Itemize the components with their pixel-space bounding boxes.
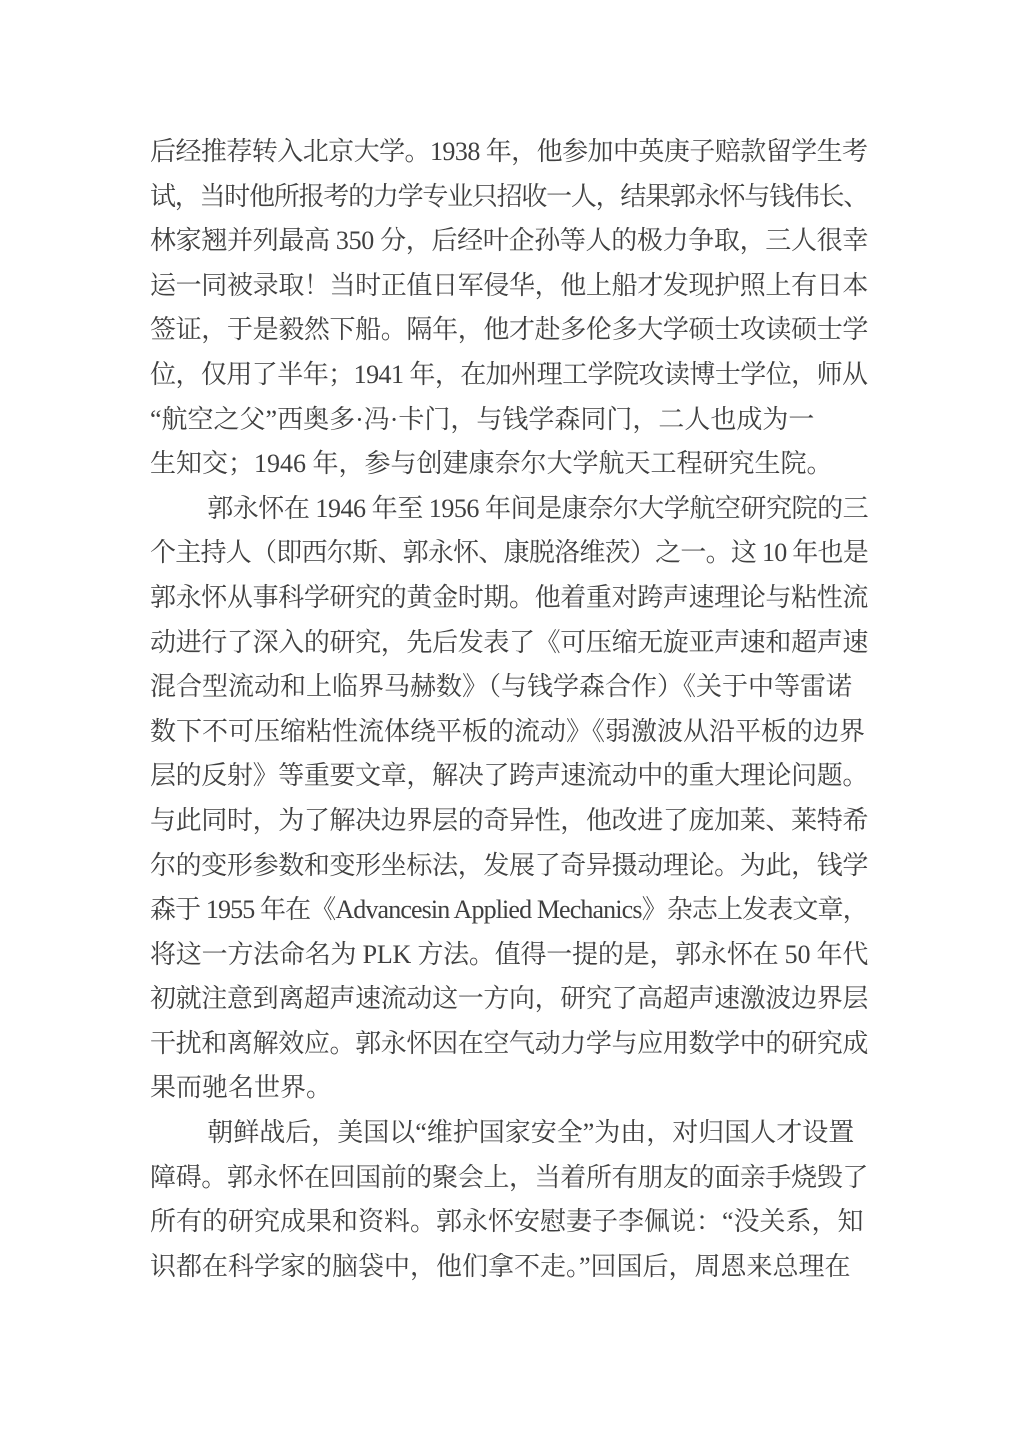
text-line: 将这一方法命名为 PLK 方法。值得一提的是，郭永怀在 50 年代 bbox=[150, 939, 869, 969]
text-line: 与此同时，为了解决边界层的奇异性，他改进了庞加莱、莱特希 bbox=[150, 805, 869, 835]
text-line: 所有的研究成果和资料。郭永怀安慰妻子李佩说：“没关系，知 bbox=[150, 1207, 864, 1237]
text-line: 初就注意到离超声速流动这一方向，研究了高超声速激波边界层 bbox=[150, 984, 869, 1014]
text-line: 尔的变形参数和变形坐标法，发展了奇异摄动理论。为此，钱学 bbox=[150, 850, 869, 880]
text-line: 郭永怀在 1946 年至 1956 年间是康奈尔大学航空研究院的三 bbox=[207, 493, 869, 523]
text-line: 签证，于是毅然下船。隔年，他才赴多伦多大学硕士攻读硕士学 bbox=[150, 315, 869, 345]
text-line: 森于 1955 年在《Advancesin Applied Mechanics》杂志上发表文章， bbox=[150, 895, 868, 925]
document-text bbox=[150, 130, 868, 1289]
text-line: 识都在科学家的脑袋中，他们拿不走。”回国后，周恩来总理在 bbox=[150, 1251, 851, 1281]
text-line: “航空之父”西奥多·冯·卡门，与钱学森同门，二人也成为一 bbox=[150, 404, 815, 434]
text-line: 林家翘并列最高 350 分，后经叶企孙等人的极力争取，三人很幸 bbox=[150, 226, 869, 256]
text-line: 试，当时他所报考的力学专业只招收一人，结果郭永怀与钱伟长、 bbox=[150, 181, 869, 211]
paragraph bbox=[150, 1111, 868, 1289]
text-line: 后经推荐转入北京大学。1938 年，他参加中英庚子赔款留学生考 bbox=[150, 137, 868, 166]
text-line: 位，仅用了半年；1941 年，在加州理工学院攻读博士学位，师从 bbox=[150, 359, 868, 389]
text-line: 层的反射》等重要文章，解决了跨声速流动中的重大理论问题。 bbox=[150, 761, 869, 791]
text-line: 生知交；1946 年，参与创建康奈尔大学航天工程研究生院。 bbox=[150, 449, 833, 479]
text-line: 果而驰名世界。 bbox=[150, 1073, 333, 1103]
paragraph bbox=[150, 130, 868, 487]
text-line: 混合型流动和上临界马赫数》（与钱学森合作）《关于中等雷诺 bbox=[150, 672, 853, 702]
text-line: 干扰和离解效应。郭永怀因在空气动力学与应用数学中的研究成 bbox=[150, 1028, 869, 1058]
text-line: 郭永怀从事科学研究的黄金时期。他着重对跨声速理论与粘性流 bbox=[150, 582, 869, 612]
text-line: 朝鲜战后，美国以“维护国家安全”为由，对归国人才设置 bbox=[207, 1118, 855, 1148]
text-line: 动进行了深入的研究，先后发表了《可压缩无旋亚声速和超声速 bbox=[150, 627, 869, 657]
paragraph bbox=[150, 487, 868, 1111]
text-line: 个主持人（即西尔斯、郭永怀、康脱洛维茨）之一。这 10 年也是 bbox=[150, 538, 869, 568]
text-line: 运一同被录取！当时正值日军侵华，他上船才发现护照上有日本 bbox=[150, 270, 869, 300]
text-line: 障碍。郭永怀在回国前的聚会上，当着所有朋友的面亲手烧毁了 bbox=[150, 1162, 869, 1192]
text-line: 数下不可压缩粘性流体绕平板的流动》《弱激波从沿平板的边界 bbox=[150, 716, 866, 746]
